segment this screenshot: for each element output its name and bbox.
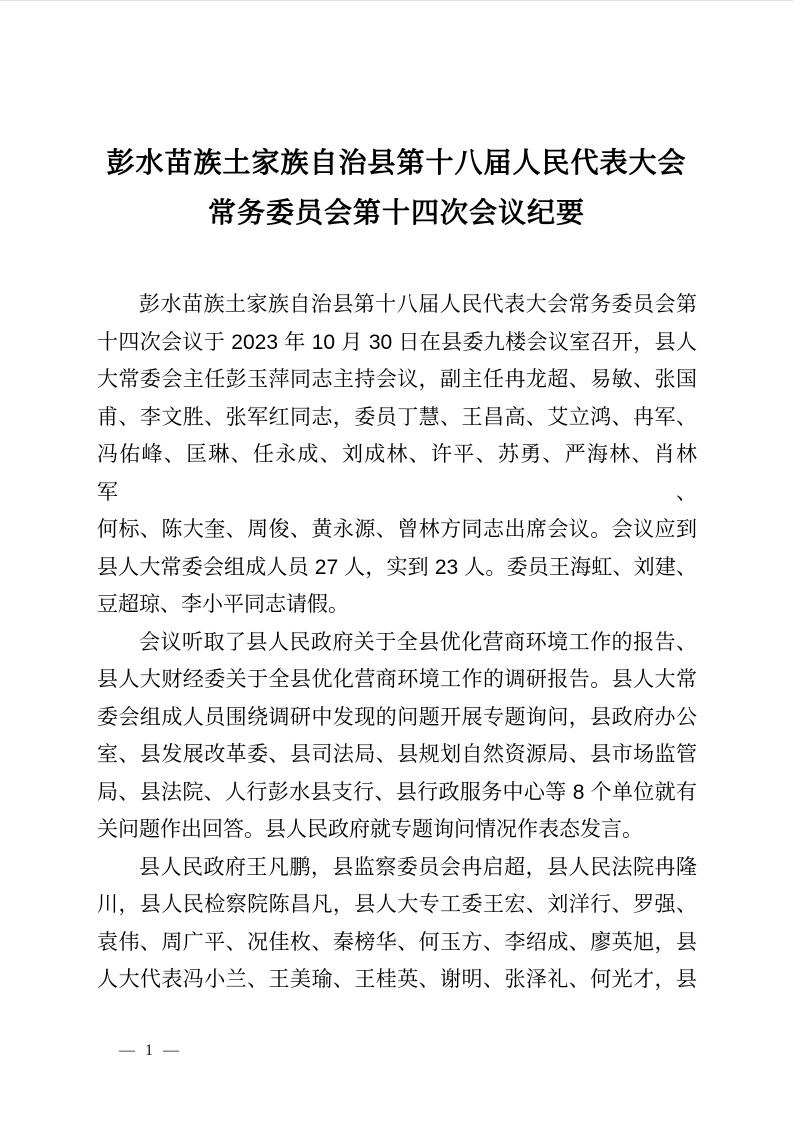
text-line: 县人大财经委关于全县优化营商环境工作的调研报告。县人大常	[97, 668, 697, 691]
document-title	[0, 1, 793, 238]
text-line: 川，县人民检察院陈昌凡，县人大专工委王宏、刘洋行、罗强、	[97, 893, 697, 916]
text-line: 彭水苗族土家族自治县第十八届人民代表大会常务委员会第	[139, 293, 697, 316]
text-line: 县人大常委会组成人员 27 人，实到 23 人。委员王海虹、刘建、	[97, 555, 697, 579]
text-line: 大常委会主任彭玉萍同志主持会议，副主任冉龙超、易敏、张国	[97, 368, 697, 391]
text-line: 袁伟、周广平、况佳枚、秦榜华、何玉方、李绍成、廖英旭，县	[97, 930, 697, 954]
text-line: 十四次会议于 2023 年 10 月 30 日在县委九楼会议室召开，县人	[97, 330, 697, 354]
text-line: 会议听取了县人民政府关于全县优化营商环境工作的报告、	[139, 630, 697, 654]
title-line-2: 常务委员会第十四次会议纪要	[207, 197, 585, 228]
text-line: 冯佑峰、匡琳、任永成、刘成林、许平、苏勇、严海林、肖林军、	[97, 443, 697, 504]
text-line: 局、县法院、人行彭水县支行、县行政服务中心等 8 个单位就有	[97, 780, 697, 804]
paragraph-3	[97, 849, 697, 999]
text-line: 关问题作出回答。县人民政府就专题询问情况作表态发言。	[97, 818, 643, 841]
paragraph-1	[97, 286, 697, 624]
text-line: 豆超琼、李小平同志请假。	[97, 593, 349, 616]
document-body	[97, 286, 697, 999]
text-line: 甫、李文胜、张军红同志，委员丁慧、王昌高、艾立鸿、冉军、	[97, 405, 697, 429]
text-line: 人大代表冯小兰、王美瑜、王桂英、谢明、张泽礼、何光才，县	[97, 968, 697, 991]
page-number: — 1 —	[119, 1041, 182, 1059]
text-line: 室、县发展改革委、县司法局、县规划自然资源局、县市场监管	[97, 743, 697, 766]
paragraph-2	[97, 624, 697, 849]
text-line: 何标、陈大奎、周俊、黄永源、曾林方同志出席会议。会议应到	[97, 518, 697, 541]
title-line-1: 彭水苗族土家族自治县第十八届人民代表大会	[106, 147, 687, 178]
text-line: 委会组成人员围绕调研中发现的问题开展专题询问，县政府办公	[97, 705, 697, 729]
text-line: 县人民政府王凡鹏，县监察委员会冉启超，县人民法院冉隆	[139, 855, 697, 879]
